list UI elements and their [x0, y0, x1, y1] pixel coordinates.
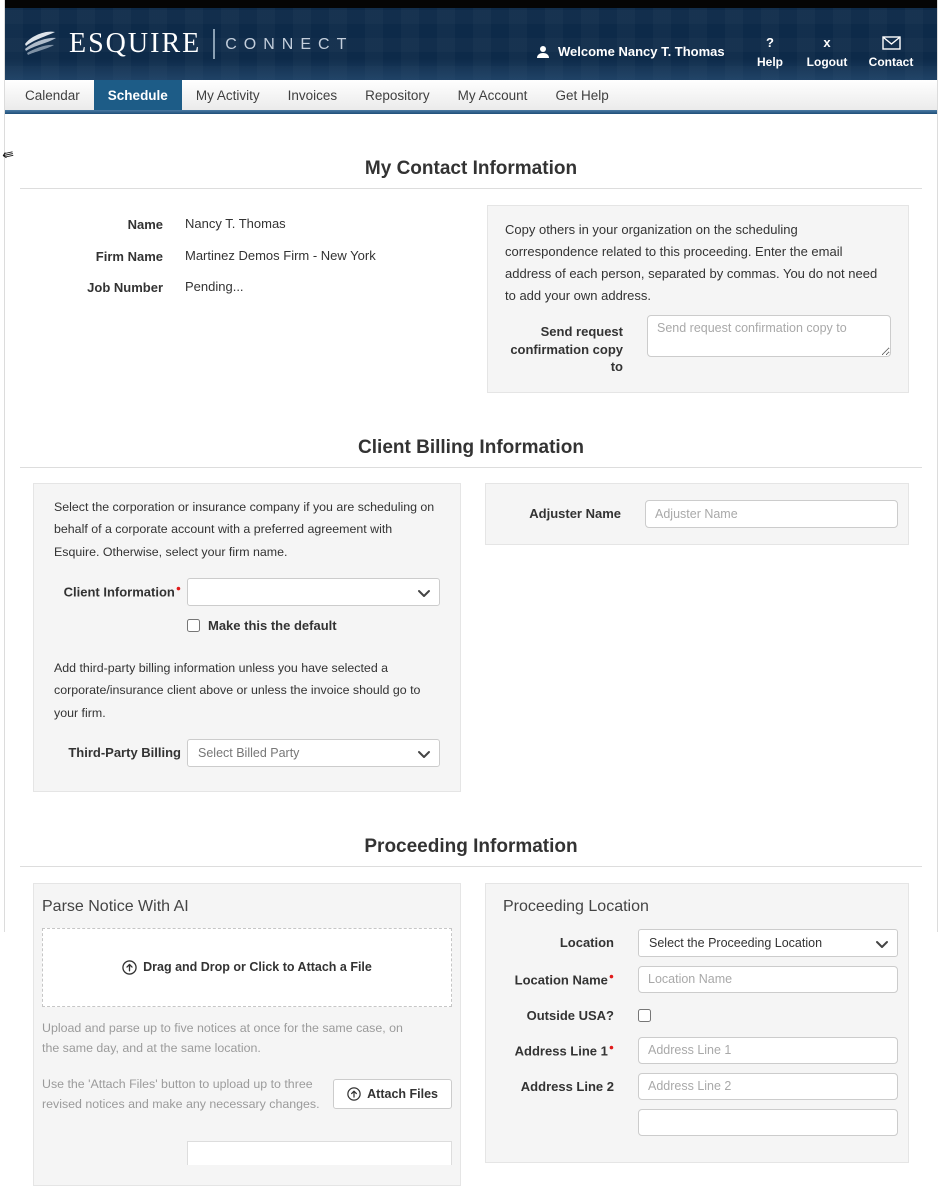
client-information-select[interactable] — [187, 578, 440, 606]
contact-section-title: My Contact Information — [364, 158, 578, 179]
parse-notice-title: Parse Notice With AI — [42, 897, 189, 915]
clipped-element-edge — [187, 1141, 452, 1165]
address-line-2-row — [494, 1073, 898, 1100]
location-name-row — [494, 966, 898, 993]
outside-usa-checkbox[interactable] — [638, 1009, 651, 1022]
firm-name-value: Martinez Demos Firm - New York — [185, 247, 376, 263]
adjuster-panel — [485, 483, 909, 545]
logout-label: Logout — [806, 55, 848, 69]
section-divider — [20, 188, 922, 189]
welcome-user — [536, 44, 725, 59]
page-content — [5, 158, 937, 1186]
billing-panel — [33, 483, 461, 792]
contact-button[interactable] — [861, 36, 921, 69]
brand-divider — [213, 29, 215, 59]
proceeding-section-title: Proceeding Information — [364, 835, 578, 857]
contact-fields — [33, 205, 463, 304]
firm-name-label: Firm Name — [95, 248, 163, 264]
mouse-cursor-artifact: ⇚ — [0, 144, 16, 164]
contact-section — [33, 205, 909, 393]
brand-logo[interactable] — [21, 22, 353, 65]
help-label: Help — [756, 55, 783, 69]
parse-notice-panel — [33, 883, 461, 1186]
adjuster-name-label: Adjuster Name — [529, 506, 621, 522]
logout-button[interactable] — [799, 36, 855, 69]
copy-others-text: Copy others in your organization on the scheduling correspondence related to this proceeding. Enter the email address of each person, separated by commas. You do not need to add your own address. — [505, 222, 878, 304]
third-party-billing-value: Select Billed Party — [198, 745, 300, 760]
send-copy-label: Send request confirmation copy to — [510, 324, 623, 375]
dropzone-label: Drag and Drop or Click to Attach a File — [143, 960, 372, 975]
proceeding-location-title: Proceeding Location — [503, 897, 649, 915]
third-party-intro-text: Add third-party billing information unless you have selected a corporate/insurance client above or unless the invoice should go to your firm. — [54, 661, 421, 720]
location-label: Location — [559, 935, 614, 951]
third-party-billing-row — [54, 739, 440, 767]
person-icon — [536, 45, 550, 59]
location-select-value: Select the Proceeding Location — [649, 935, 823, 950]
contact-label: Contact — [868, 55, 914, 69]
tab-my-activity[interactable]: My Activity — [195, 88, 260, 103]
address-line-1-row — [494, 1037, 898, 1064]
address-line-1-label: Address Line 1 ● — [494, 1042, 614, 1060]
client-information-label: Client Information ● — [54, 583, 181, 601]
nav-bottom-accent — [5, 110, 937, 114]
send-copy-textarea[interactable] — [647, 315, 891, 357]
parse-note-2: Use the 'Attach Files' button to upload up to three revised notices and make any necessary changes. — [42, 1076, 320, 1112]
location-name-input[interactable] — [638, 966, 898, 993]
clipped-next-field-row — [494, 1109, 898, 1136]
billing-intro-text: Select the corporation or insurance company if you are scheduling on behalf of a corporate account with a preferred agreement with Esquire. Otherwise, select your firm name. — [54, 500, 435, 559]
tab-invoices[interactable]: Invoices — [287, 88, 338, 103]
name-value: Nancy T. Thomas — [185, 216, 286, 231]
location-select[interactable] — [638, 929, 898, 957]
section-divider — [20, 866, 922, 867]
copy-others-panel — [487, 205, 909, 393]
envelope-icon — [882, 36, 901, 50]
outside-usa-label: Outside USA? — [526, 1007, 614, 1023]
clipped-next-field-input[interactable] — [638, 1109, 898, 1136]
file-dropzone[interactable] — [42, 928, 452, 1007]
adjuster-name-input[interactable] — [645, 500, 898, 528]
third-party-billing-select[interactable] — [187, 739, 440, 767]
address-line-1-input[interactable] — [638, 1037, 898, 1064]
tab-schedule[interactable]: Schedule — [94, 80, 182, 110]
upload-circle-arrow-icon — [347, 1087, 361, 1101]
brand-product: CONNECT — [225, 36, 354, 53]
third-party-billing-label: Third-Party Billing — [68, 745, 181, 761]
x-icon: x — [823, 35, 831, 50]
contact-row-job-number — [33, 272, 463, 304]
billing-section-title: Client Billing Information — [358, 437, 584, 459]
chevron-down-icon — [418, 587, 430, 601]
main-nav — [5, 80, 937, 110]
help-button[interactable] — [747, 36, 793, 69]
location-name-label: Location Name ● — [494, 971, 614, 989]
upload-circle-arrow-icon — [122, 960, 137, 975]
attach-files-row — [42, 1074, 452, 1115]
send-copy-row — [505, 315, 891, 376]
proceeding-location-panel — [485, 883, 909, 1163]
section-divider — [20, 467, 922, 468]
tab-calendar[interactable]: Calendar — [25, 88, 80, 103]
make-default-checkbox[interactable] — [187, 619, 200, 632]
app-header — [5, 8, 937, 80]
job-number-label: Job Number — [87, 280, 163, 296]
chevron-down-icon — [876, 938, 888, 952]
location-row — [494, 929, 898, 957]
name-label: Name — [127, 217, 163, 232]
attach-files-label: Attach Files — [367, 1087, 438, 1102]
esquire-swoosh-icon — [21, 22, 59, 65]
make-default-label: Make this the default — [208, 618, 337, 633]
contact-row-firm — [33, 241, 463, 273]
question-mark-icon: ? — [766, 35, 774, 50]
billing-section — [33, 483, 909, 792]
client-information-row — [54, 578, 440, 606]
chevron-down-icon — [418, 748, 430, 762]
outside-usa-row — [494, 1002, 898, 1029]
make-default-row — [187, 618, 440, 633]
address-line-2-input[interactable] — [638, 1073, 898, 1100]
proceeding-section — [33, 883, 909, 1186]
brand-name: ESQUIRE — [69, 27, 202, 59]
address-line-2-label: Address Line 2 — [520, 1078, 614, 1094]
parse-note-1: Upload and parse up to five notices at once for the same case, on the same day, and at the same location. — [42, 1020, 403, 1056]
tab-my-account[interactable]: My Account — [457, 88, 528, 103]
attach-files-button[interactable] — [333, 1079, 452, 1109]
tab-repository[interactable]: Repository — [365, 88, 430, 103]
welcome-text: Welcome Nancy T. Thomas — [558, 44, 725, 59]
tab-get-help[interactable]: Get Help — [555, 88, 609, 103]
job-number-value: Pending... — [185, 279, 244, 295]
contact-row-name — [33, 209, 463, 241]
top-black-bar — [5, 0, 937, 8]
